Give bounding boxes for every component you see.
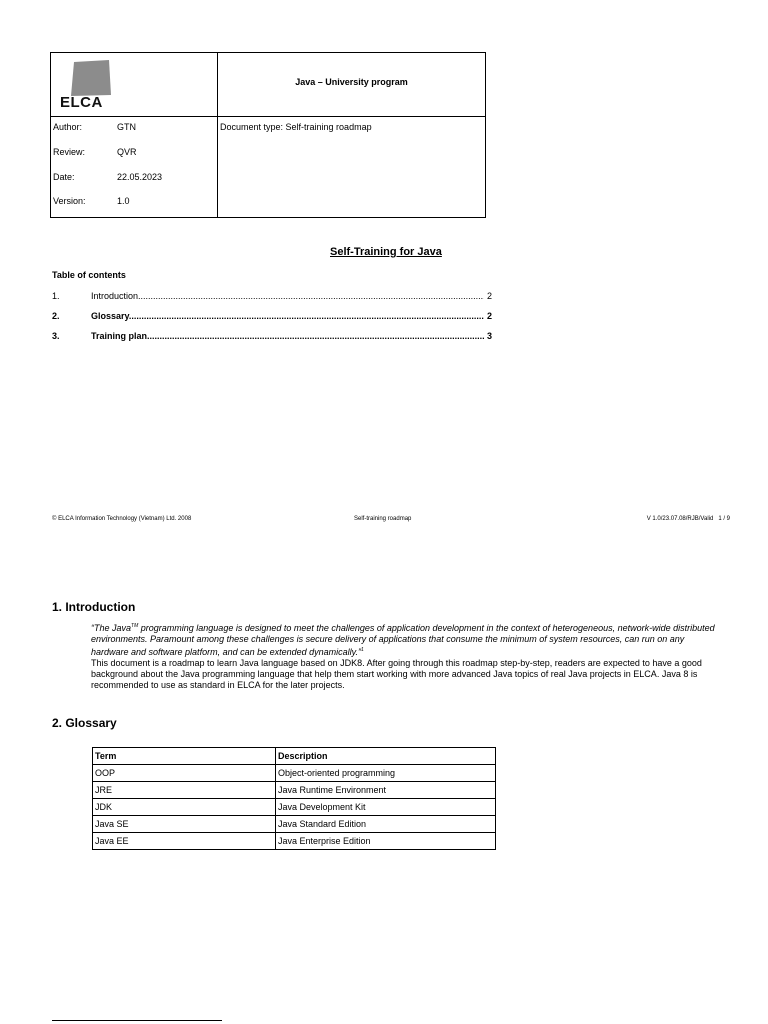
- glossary-heading: 2. Glossary: [52, 716, 117, 730]
- header-row-divider: [51, 116, 485, 117]
- introduction-body: This document is a roadmap to learn Java language based on JDK8. After going through this roadmap step-by-step, readers are expected to have a good background about the Java programming language that help them start working with more advanced Java topics of real Java projects in ELCA. Java 8 is recommended to use as standard in ELCA for the later projects.: [91, 658, 702, 690]
- meta-review-value: QVR: [117, 147, 137, 157]
- document-title: Self-Training for Java: [330, 246, 442, 258]
- table-row: [93, 833, 496, 850]
- document-type: Document type: Self-training roadmap: [220, 122, 372, 132]
- footnote-separator: [52, 1020, 222, 1021]
- footer-version-page: V 1.0/23.07.08/RJB/Valid 1 / 9: [646, 516, 730, 522]
- term-cell: Java EE: [93, 833, 276, 850]
- description-cell: Java Development Kit: [276, 799, 496, 816]
- toc-entry-page: 2: [486, 311, 492, 321]
- meta-author-value: GTN: [117, 122, 136, 132]
- table-header-row: [93, 748, 496, 765]
- toc-heading: Table of contents: [52, 270, 126, 280]
- toc-entry-label: Introduction .....: [91, 291, 484, 301]
- term-cell: Java SE: [93, 816, 276, 833]
- toc-entry-page: 2: [486, 291, 492, 301]
- toc-entry-number: 3.: [52, 331, 60, 341]
- meta-date-value: 22.05.2023: [117, 172, 163, 182]
- toc-entry-page: 3: [486, 331, 492, 341]
- term-cell: JDK: [93, 799, 276, 816]
- glossary-table: [92, 747, 496, 850]
- term-cell: OOP: [93, 765, 276, 782]
- table-row: [93, 799, 496, 816]
- description-cell: Object-oriented programming: [276, 765, 496, 782]
- header-title: Java – University program: [295, 77, 408, 87]
- description-cell: Java Runtime Environment: [276, 782, 496, 799]
- meta-review-label: Review:: [53, 147, 86, 157]
- column-header-description: Description: [276, 748, 496, 765]
- meta-date-label: Date:: [53, 172, 75, 182]
- introduction-quote: [91, 621, 723, 658]
- toc-entry-number: 2.: [52, 311, 60, 321]
- table-row: [93, 816, 496, 833]
- document-header-table: [50, 52, 486, 218]
- elca-logo-icon: [71, 58, 111, 96]
- term-cell: JRE: [93, 782, 276, 799]
- column-header-term: Term: [93, 748, 276, 765]
- table-row: [93, 782, 496, 799]
- introduction-heading: 1. Introduction: [52, 600, 136, 614]
- footer-copyright: © ELCA Information Technology (Vietnam) Ltd. 2008: [52, 516, 192, 522]
- toc-entry-number: 1.: [52, 291, 60, 301]
- toc-entry-label: Glossary .....: [91, 311, 484, 321]
- toc-entry-label: Training plan .....: [91, 331, 484, 341]
- description-cell: Java Enterprise Edition: [276, 833, 496, 850]
- quote-start: “The Java: [91, 623, 132, 633]
- table-row: [93, 765, 496, 782]
- meta-version-value: 1.0: [117, 196, 130, 206]
- toc-entry-introduction[interactable]: [52, 291, 492, 303]
- footer-doc-name: Self-training roadmap: [354, 516, 412, 522]
- toc-entry-training-plan[interactable]: [52, 331, 492, 343]
- description-cell: Java Standard Edition: [276, 816, 496, 833]
- toc-entry-glossary[interactable]: [52, 311, 492, 323]
- meta-version-label: Version:: [53, 196, 86, 206]
- meta-author-label: Author:: [53, 122, 83, 132]
- logo-text: ELCA: [60, 94, 103, 111]
- trademark-mark: TM: [131, 623, 139, 629]
- footnote-reference: 1: [360, 647, 364, 653]
- quote-rest: programming language is designed to meet the challenges of application development in the context of heterogeneous, network-wide distributed environments. Paramount among these challenges is secure delivery of applications that consume the minimum of system resources, can run on any hardware and software platform, and can be extended dynamically.”: [91, 623, 715, 657]
